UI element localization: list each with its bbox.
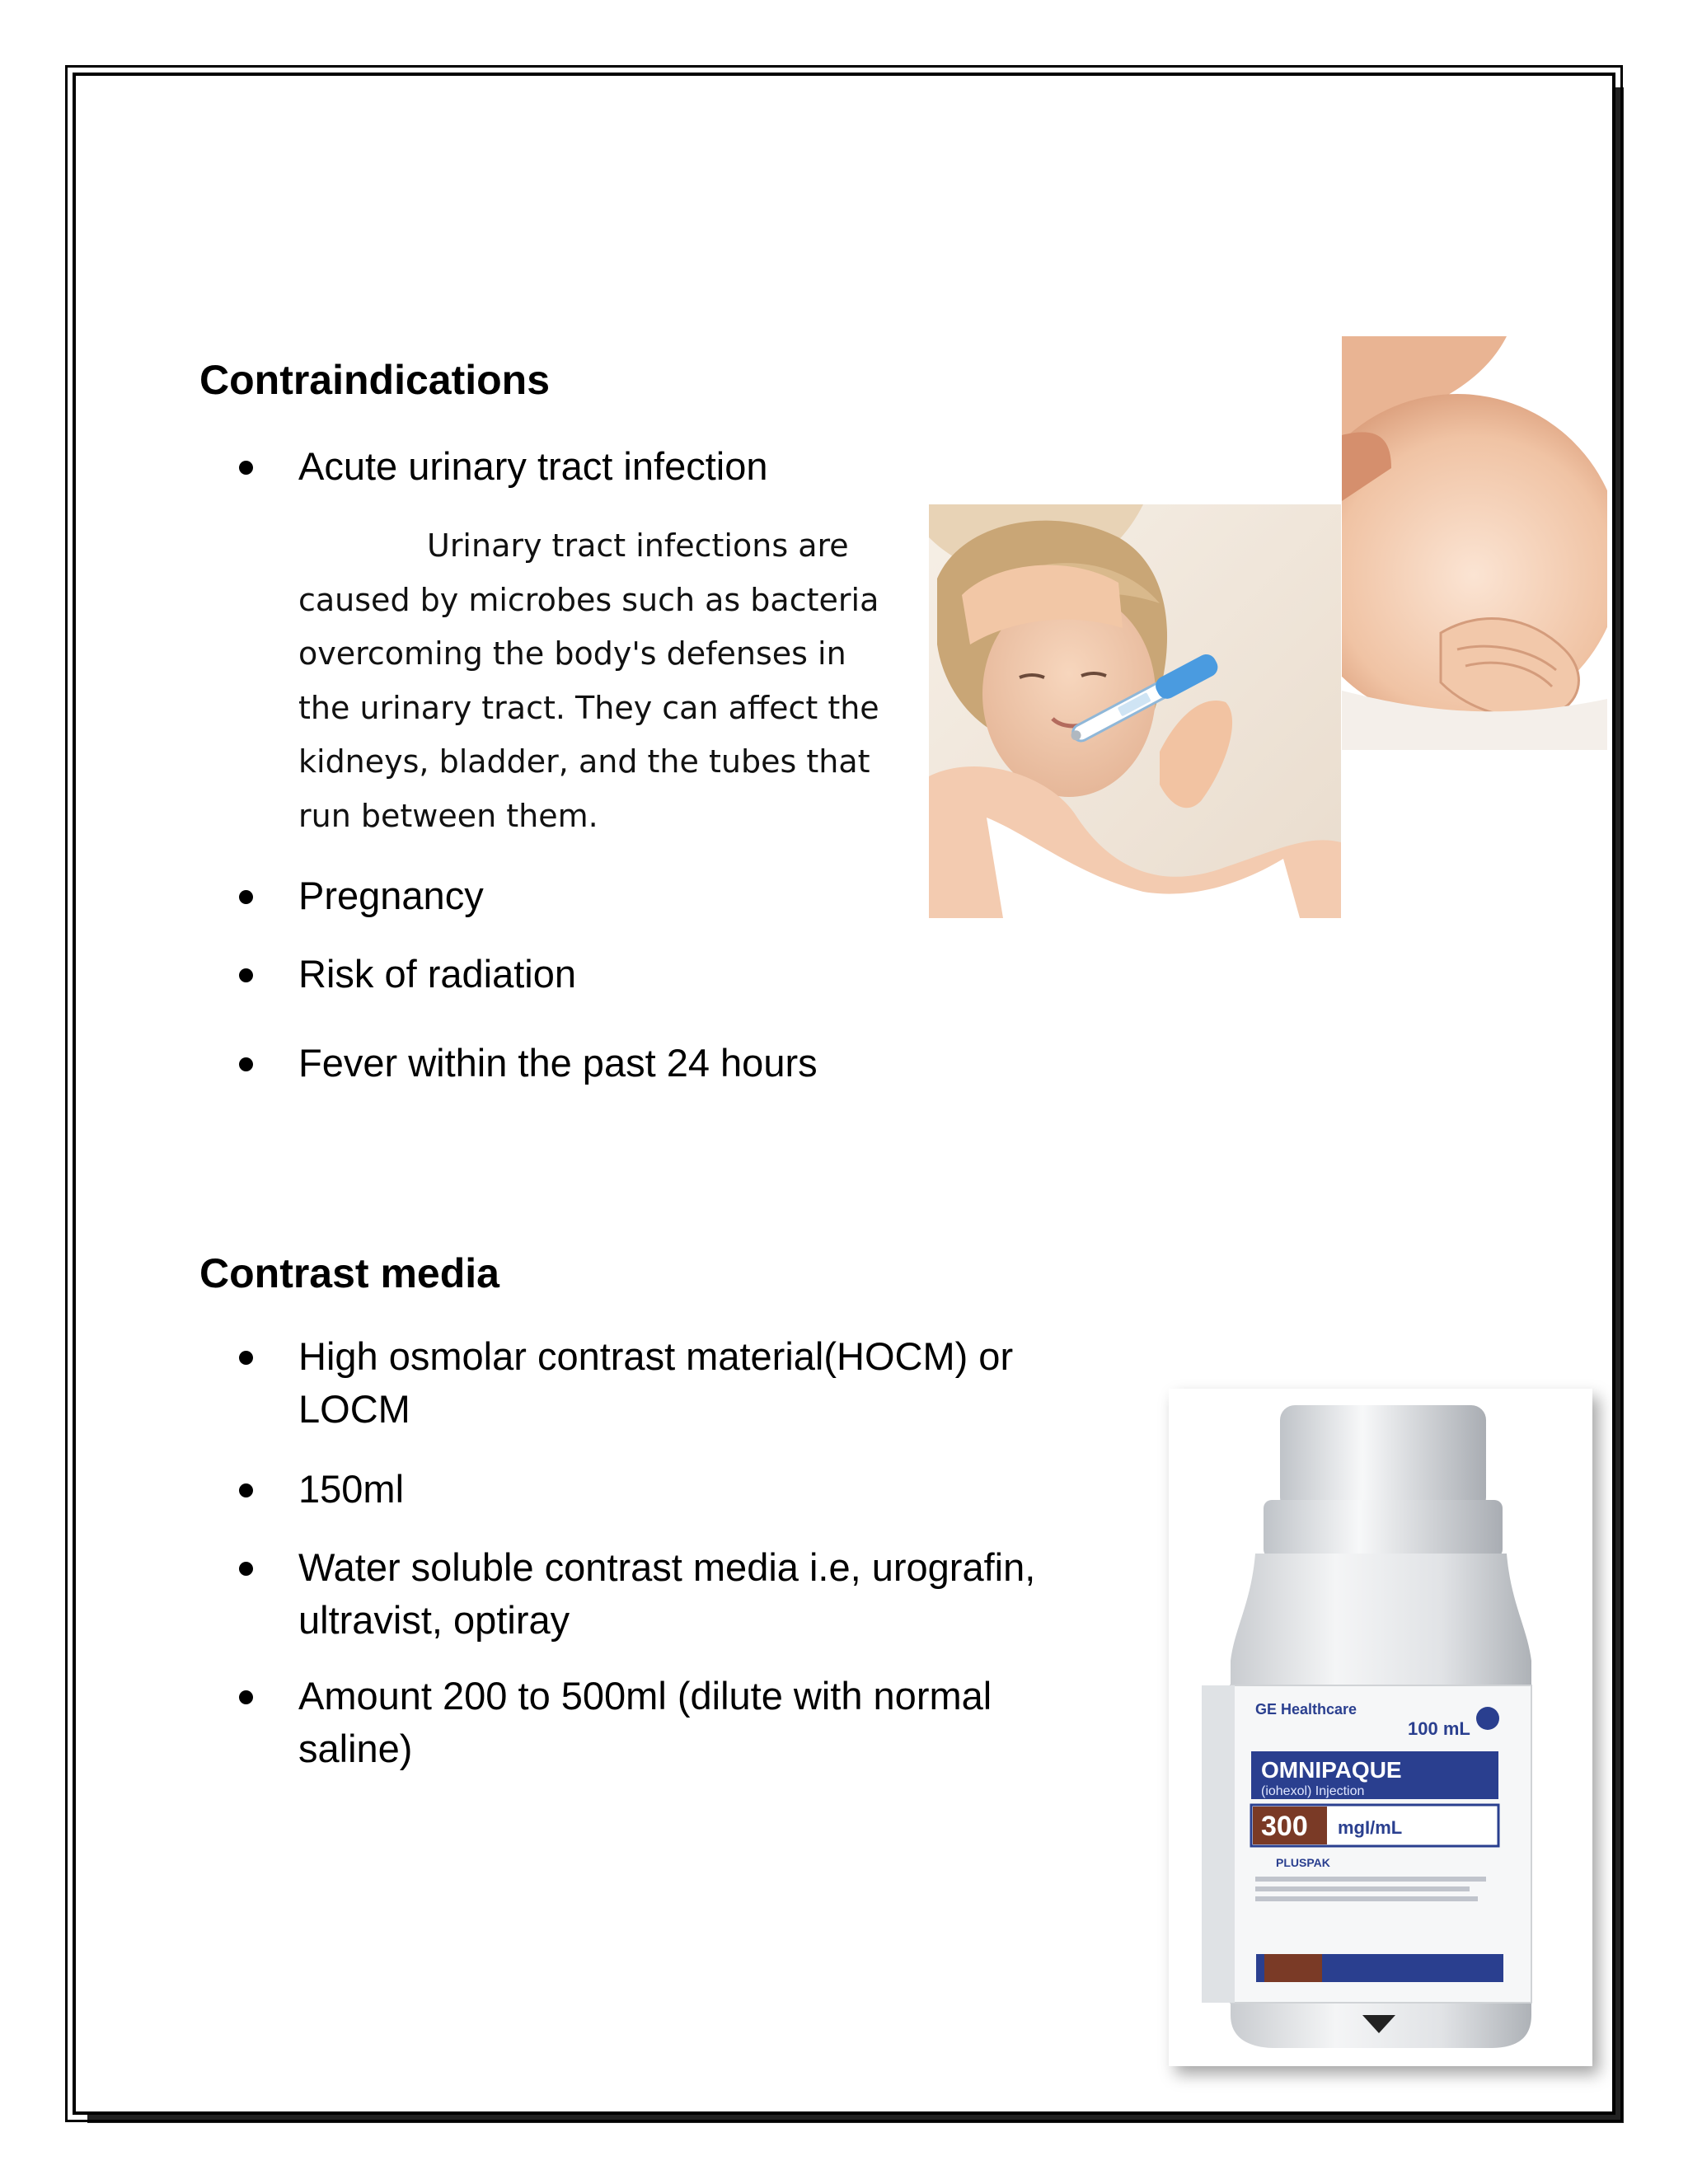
bullet-icon xyxy=(239,461,253,475)
bottle-brand-text: OMNIPAQUE xyxy=(1261,1757,1402,1783)
list-item-text: Pregnancy xyxy=(298,874,484,917)
contrast-media-heading: Contrast media xyxy=(199,1250,499,1296)
pregnancy-photo xyxy=(1342,336,1607,750)
bottle-pack-text: PLUSPAK xyxy=(1276,1856,1330,1869)
list-item-text: LOCM xyxy=(298,1387,410,1431)
description-line: caused by microbes such as bacteria xyxy=(298,581,879,618)
contraindications-heading: Contraindications xyxy=(199,357,551,403)
fever-photo xyxy=(929,504,1341,918)
bottle-generic-text: (iohexol) Injection xyxy=(1261,1784,1365,1798)
list-item-text: High osmolar contrast material(HOCM) or xyxy=(298,1334,1014,1378)
list-item-text: 150ml xyxy=(298,1467,405,1511)
bullet-icon xyxy=(239,1690,253,1704)
bottle-maker-text: GE Healthcare xyxy=(1255,1701,1357,1718)
omnipaque-bottle-photo xyxy=(1169,1389,1592,2066)
bottle-illustration xyxy=(1169,1389,1592,2066)
description-line: kidneys, bladder, and the tubes that xyxy=(298,743,870,780)
pregnancy-photo-illustration xyxy=(1342,336,1607,750)
bullet-icon xyxy=(239,1483,253,1497)
description-line: run between them. xyxy=(298,797,598,834)
list-item-text: Water soluble contrast media i.e, urografin, xyxy=(298,1545,1036,1589)
list-item-text: saline) xyxy=(298,1727,413,1770)
list-item-text: Amount 200 to 500ml (dilute with normal xyxy=(298,1674,992,1718)
bottle-strength-text: 300 xyxy=(1261,1811,1308,1842)
uti-description xyxy=(298,519,892,843)
description-line: the urinary tract. They can affect the xyxy=(298,689,879,726)
bullet-icon xyxy=(239,1562,253,1576)
list-item-text: Risk of radiation xyxy=(298,952,576,996)
bullet-icon xyxy=(239,968,253,982)
fever-photo-illustration xyxy=(929,504,1341,918)
list-item-text: Acute urinary tract infection xyxy=(298,444,768,488)
bullet-icon xyxy=(239,1057,253,1071)
list-item-text: Fever within the past 24 hours xyxy=(298,1041,818,1085)
description-line: overcoming the body's defenses in xyxy=(298,635,846,672)
list-item-text: ultravist, optiray xyxy=(298,1598,570,1642)
description-line: Urinary tract infections are xyxy=(427,527,849,564)
bullet-icon xyxy=(239,890,253,904)
bottle-volume-text: 100 mL xyxy=(1408,1718,1470,1739)
bullet-icon xyxy=(239,1351,253,1365)
bottle-unit-text: mgI/mL xyxy=(1338,1817,1403,1838)
